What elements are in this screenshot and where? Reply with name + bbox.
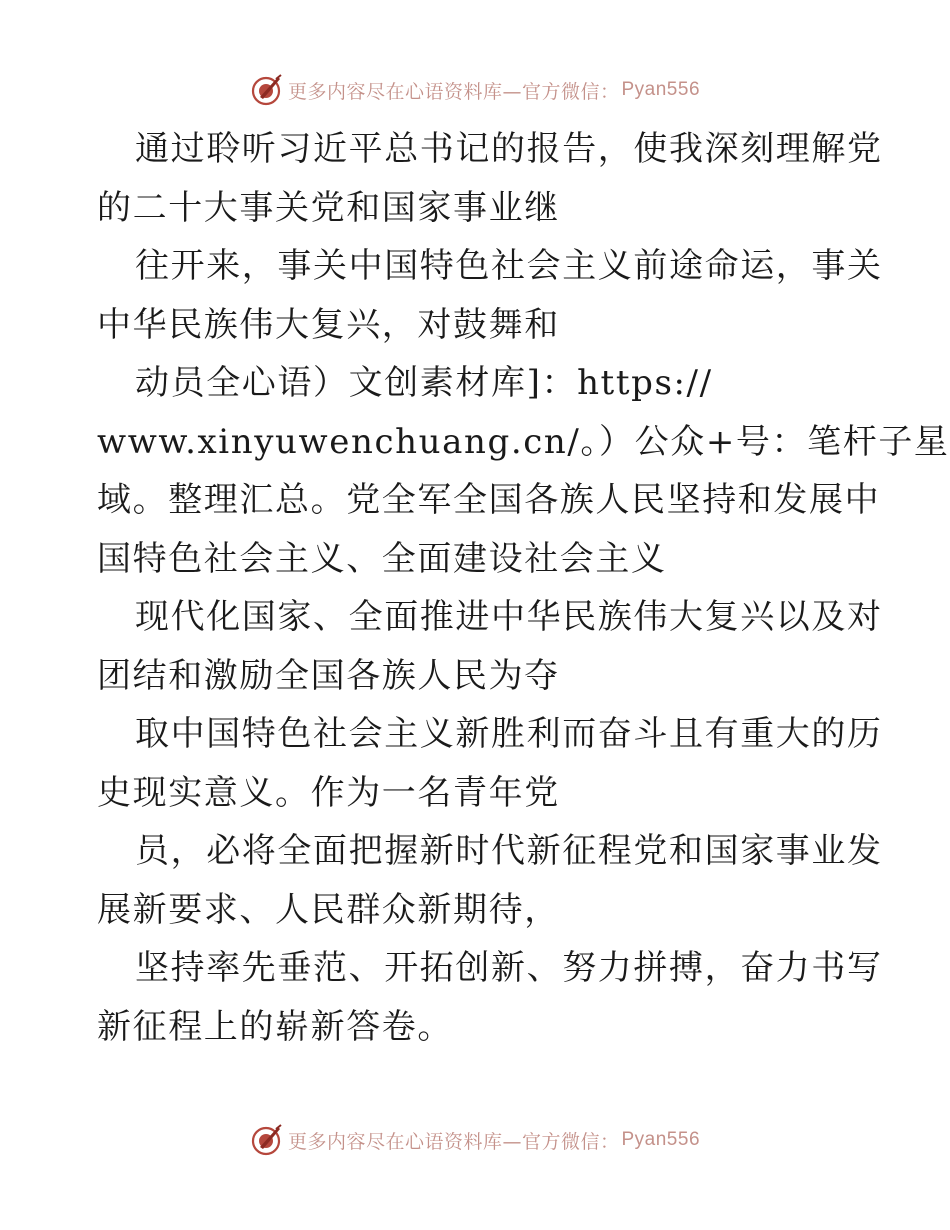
- body-line: 史现实意义。作为一名青年党: [97, 772, 560, 813]
- body-line: 员，必将全面把握新时代新征程党和国家事业发: [135, 831, 883, 871]
- body-line: 往开来，事关中国特色社会主义前途命运，事关: [135, 246, 883, 286]
- body-line: 中华民族伟大复兴，对鼓舞和: [97, 304, 560, 345]
- body-line: 展新要求、人民群众新期待，: [97, 889, 560, 930]
- body-line: 通过聆听习近平总书记的报告，使我深刻理解党: [135, 129, 883, 169]
- header-watermark: [0, 70, 950, 110]
- body-line: www.xinyuwenchuang.cn/。）公众+号：笔杆子星: [97, 421, 950, 462]
- watermark-handle: Pyan556: [621, 1129, 701, 1150]
- quill-logo-icon: [250, 1123, 284, 1157]
- body-line: 现代化国家、全面推进中华民族伟大复兴以及对: [135, 597, 883, 637]
- body-line: 国特色社会主义、全面建设社会主义: [97, 538, 667, 579]
- body-line: 团结和激励全国各族人民为夺: [97, 655, 560, 696]
- body-line: 的二十大事关党和国家事业继: [97, 187, 560, 228]
- watermark-text: 更多内容尽在心语资料库—官方微信：: [287, 80, 620, 103]
- watermark-handle: Pyan556: [621, 79, 701, 100]
- body-line: 新征程上的崭新答卷。: [97, 1006, 453, 1047]
- watermark-text: 更多内容尽在心语资料库—官方微信：: [287, 1130, 620, 1153]
- footer-watermark: [0, 1120, 950, 1160]
- body-line: 取中国特色社会主义新胜利而奋斗且有重大的历: [135, 714, 883, 754]
- document-body: [97, 120, 950, 1056]
- body-line: 域。整理汇总。党全军全国各族人民坚持和发展中: [97, 480, 881, 520]
- body-line: 坚持率先垂范、开拓创新、努力拼搏，奋力书写: [135, 948, 883, 988]
- body-line: 动员全心语）文创素材库]：https://: [135, 363, 713, 403]
- quill-logo-icon: [250, 73, 284, 107]
